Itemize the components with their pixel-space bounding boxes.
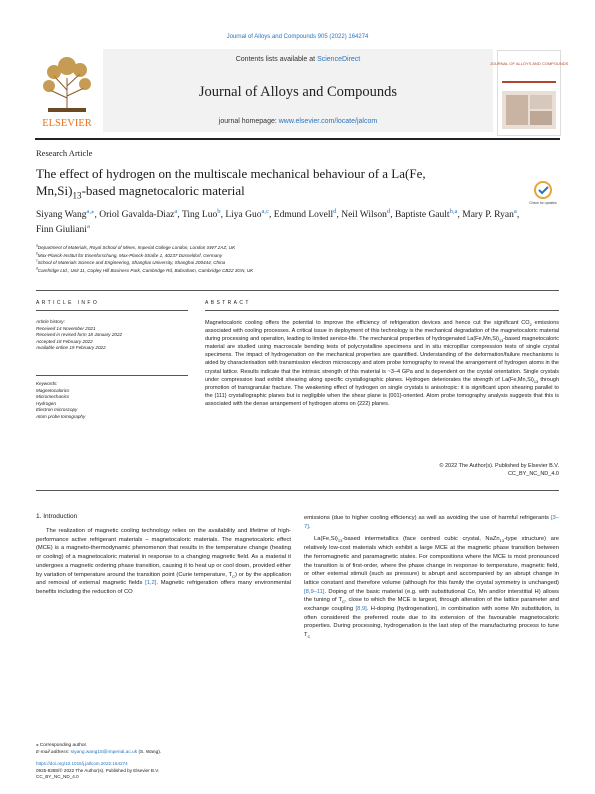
author-name[interactable]: Neil Wilson bbox=[341, 210, 387, 220]
keywords bbox=[36, 381, 186, 420]
author-name[interactable]: Siyang Wang bbox=[36, 210, 87, 220]
footnotes bbox=[36, 742, 291, 756]
homepage-line bbox=[103, 118, 493, 125]
author-name[interactable]: Ting Luo bbox=[181, 210, 218, 220]
history-label: Article history: bbox=[36, 319, 65, 324]
body-column-left: The realization of magnetic cooling technology relies on the availability and lifetime of high-performance active refrigerant materials – magnetocaloric materials. The magnetocaloric effect (MCE) is a magneto-thermodynamic phenomenon that results in the temperature change (heating or cooling) of a magnetocaloric material in response to a changing magnetic field. As a material it undergoes a magnetic ordering phase transition, causing it to heat up or cool down, provided either by variation of temperature around the transition point (Curie temperature, $T_C$) or by the application and removal of external magnetic fields [1,2]. Magnetic refrigeration offers many environmental benefits including the reduction of CO bbox=[36, 528, 291, 595]
keyword-item: Electron microscopy bbox=[36, 407, 78, 412]
sciencedirect-link[interactable]: ScienceDirect bbox=[317, 56, 361, 63]
history-item: Accepted 18 February 2022 bbox=[36, 338, 93, 344]
abstract-text: Magnetocaloric cooling offers the potential to improve the efficiency of refrigeration devices and hence cut the significant $CO_2$ emissions associated with cooling processes. A critical issue in deployment of this technology is the mechanical degradation of the magnetocaloric material during processing and operation, leading to limited service-life. The mechanical properties of hydrogenated $La(Fe,Mn,Si)_{13}$-based magnetocaloric material are studied using macroscale bending tests of polycrystalline specimens and in situ micropillar compression tests of single crystal specimens. The impact of hydrogenation on the mechanical properties are quantified. Understanding of the deformation/failure mechanisms is aided by characterisation with transmission electron microscopy and atom probe tomography to reveal the arrangement of hydrogen atoms in the crystal lattice. Results indicate that the intrinsic strength of this material is ~3–4 GPa and is dependent on the crystal orientation. Single crystals under compression load exhibit shearing along specific crystallographic planes. Hydrogen deteriorates the strength of $La(Fe,Mn,Si)_{13}$ through promotion of transgranular fracture. The weakening effect of hydrogen on single crystals is anisotropic: it is significant upon shearing parallel to the {111} crystallographic planes but is negligible when the shear plane is {001}-oriented. Atom probe tomography analysis suggests that this is associated with the dense arrangement of hydrogen atoms on {222} planes. bbox=[205, 320, 560, 407]
author-name[interactable]: Mary P. Ryan bbox=[462, 210, 514, 220]
citation-link[interactable]: [3–7] bbox=[304, 515, 559, 530]
abstract-rule bbox=[205, 310, 559, 311]
affiliations bbox=[36, 244, 556, 274]
paper-title: The effect of hydrogen on the multiscale mechanical behaviour of a La(Fe, $Mn,Si)_{13}$-based magnetocaloric material bbox=[36, 166, 426, 201]
journal-reference[interactable]: Journal of Alloys and Compounds 905 (2022) 164274 bbox=[226, 34, 369, 40]
check-for-updates-badge[interactable] bbox=[529, 179, 557, 207]
history-item: Available online 19 February 2022 bbox=[36, 345, 106, 350]
issn-line: 0925-8388/© 2022 The Author(s). Published by Elsevier B.V. bbox=[36, 767, 160, 773]
author-name[interactable]: Baptiste Gault bbox=[394, 210, 450, 220]
section-heading-introduction: 1. Introduction bbox=[36, 513, 78, 520]
footer-license[interactable]: CC_BY_NC_ND_4.0 bbox=[36, 774, 79, 780]
history-item: Received 14 November 2021 bbox=[36, 325, 96, 331]
elsevier-tree-logo bbox=[36, 50, 98, 136]
abstract-heading: ABSTRACT bbox=[205, 300, 251, 306]
article-history bbox=[36, 319, 186, 352]
affiliation-item: $^a$Department of Materials, Royal School of Mines, Imperial College London, London SW7 2AZ, UK bbox=[36, 243, 236, 250]
affiliation-item: $^b$Max-Planck-Institut für Eisenforschung, Max-Planck-Straße 1, 40237 Düsseldorf, Germany bbox=[36, 250, 223, 258]
article-info-heading: ARTICLE INFO bbox=[36, 300, 100, 306]
keyword-item: Hydrogen bbox=[36, 400, 56, 406]
cover-title: JOURNAL OF ALLOYS AND COMPOUNDS bbox=[489, 61, 569, 66]
citation-link[interactable]: [8,9] bbox=[355, 606, 367, 613]
keyword-item: Micromechanics bbox=[36, 394, 70, 399]
license-line[interactable]: CC_BY_NC_ND_4.0 bbox=[507, 471, 559, 478]
contents-line bbox=[103, 56, 493, 63]
check-icon bbox=[539, 187, 548, 193]
keywords-label: Keywords: bbox=[36, 381, 58, 386]
footer-info bbox=[36, 761, 336, 781]
homepage-link[interactable]: www.elsevier.com/locate/jalcom bbox=[278, 118, 378, 125]
affiliation-item: $^d$Camfridge Ltd., Unit 11, Copley Hill Business Park, Cambridge Rd, Babraham, Cambridge CB22 3GN, UK bbox=[36, 265, 254, 273]
history-item: Received in revised form 18 January 2022 bbox=[36, 332, 123, 337]
journal-cover-thumbnail[interactable] bbox=[489, 50, 569, 136]
homepage-prefix: journal homepage: bbox=[218, 118, 279, 125]
citation-link[interactable]: [8,9–11] bbox=[304, 588, 325, 595]
header-rule bbox=[35, 138, 560, 140]
check-badge-label: Check for updates bbox=[529, 201, 557, 205]
contents-prefix: Contents lists available at bbox=[235, 56, 318, 63]
email-link[interactable]: siyang.wang15@imperial.ac.uk bbox=[70, 750, 138, 755]
author-name[interactable]: Liya Guo bbox=[225, 210, 262, 220]
body-column-right: emissions (due to higher cooling efficiency) as well as avoiding the use of harmful refrigerants [3–7]. $La(Fe,Si)_{13}$-based intermetallics (face centred cubic crystal, NaZn$_{13}$-type structure) are relatively low-cost materials which exhibit a large MCE at the magnetic phase transition between the ferromagnetic and paramagnetic states. For compositions where the MCE is most pronounced the transition is of first-order, where the phase change in response to temperature, magnetic field, or other external stimuli (such as pressure) is abrupt and accompanied by an abrupt change in lattice constant and therefore volume (although for this family the crystal symmetry is unchanged) [8,9–11]. Doping of the basic material (e.g. with substitutional Co, Mn and/or interstitial H) allows the tuning of $T_C$, close to which the MCE is largest, through alteration of the lattice parameter and exchange coupling [8,9]. H-doping (hydrogenation), in combination with some Mn substitution, is often considered the preferred route due to its extension of the favourable magnetocaloric properties. During processing, hydrogenation is the last step of the manufacturing process to tune $T_C$ bbox=[304, 515, 559, 640]
author-name[interactable]: Finn Giuliani bbox=[36, 225, 87, 235]
author-list: Siyang Wang$^{a,⁎}$, Oriol Gavalda-Diaz$^a$, Ting Luo$^b$, Liya Guo$^{a,c}$, Edmund Lovell$^d$, Neil Wilson$^d$, Baptiste Gault$^{b,a}$, Mary P. Ryan$^a$, Finn Giuliani$^a$ bbox=[36, 207, 520, 235]
copyright-notice bbox=[205, 462, 559, 478]
doi-link[interactable]: https://doi.org/10.1016/j.jallcom.2022.164274 bbox=[36, 761, 128, 766]
affiliation-rule bbox=[36, 290, 559, 291]
corresponding-author-note: ⁎ Corresponding author. bbox=[36, 743, 88, 748]
keyword-item: Magnetocalorics bbox=[36, 387, 70, 393]
citation-link[interactable]: [1,2] bbox=[145, 580, 157, 587]
author-name[interactable]: Edmund Lovell bbox=[273, 210, 334, 220]
keyword-item: Atom probe tomography bbox=[36, 413, 86, 419]
author-name[interactable]: Oriol Gavalda-Diaz bbox=[99, 210, 175, 220]
body-rule bbox=[36, 490, 559, 491]
article-type: Research Article bbox=[36, 148, 93, 158]
article-info-rule bbox=[36, 310, 188, 311]
journal-title: Journal of Alloys and Compounds bbox=[198, 84, 398, 100]
copyright-line: © 2022 The Author(s). Published by Elsevier B.V. bbox=[439, 463, 559, 469]
elsevier-wordmark: ELSEVIER bbox=[42, 118, 92, 129]
email-note: E-mail address: siyang.wang15@imperial.ac.uk (S. Wang). bbox=[36, 750, 162, 755]
keywords-rule bbox=[36, 375, 188, 376]
affiliation-item: $^c$School of Materials Science and Engineering, Shanghai University, Shanghai 200444, China bbox=[36, 258, 226, 265]
